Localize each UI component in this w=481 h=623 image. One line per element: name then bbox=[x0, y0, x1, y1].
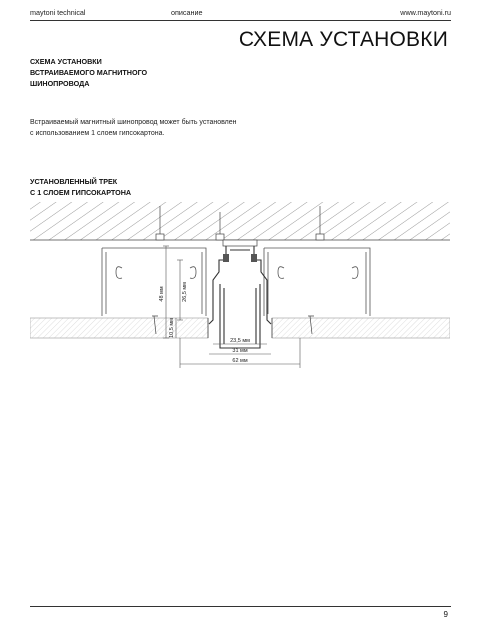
page-number: 9 bbox=[443, 610, 448, 619]
right-frame-profile bbox=[264, 248, 370, 316]
dim-width-inner: 23,5 мм bbox=[230, 338, 250, 344]
header-brand: maytoni technical bbox=[30, 8, 86, 17]
section-heading bbox=[30, 56, 147, 89]
header-website: www.maytoni.ru bbox=[400, 8, 451, 17]
section-heading-line-2: ВСТРАИВАЕМОГО МАГНИТНОГО bbox=[30, 68, 148, 77]
description-line-2: с использованием 1 слоем гипсокартона. bbox=[30, 130, 165, 137]
page-title: СХЕМА УСТАНОВКИ bbox=[238, 28, 448, 51]
diagram-heading-line-2: С 1 СЛОЕМ ГИПСОКАРТОНА bbox=[30, 188, 132, 197]
diagram-heading-line-1: УСТАНОВЛЕННЫЙ ТРЕК bbox=[30, 177, 118, 186]
dim-width-cutout: 62 мм bbox=[232, 358, 248, 364]
ceiling-slab bbox=[30, 202, 450, 240]
left-frame-profile bbox=[102, 248, 206, 316]
section-heading-line-1: СХЕМА УСТАНОВКИ bbox=[30, 57, 102, 66]
track-profile bbox=[209, 246, 271, 348]
track-magnets bbox=[223, 254, 257, 262]
mounting-clip bbox=[223, 240, 257, 246]
drywall-right bbox=[272, 318, 450, 338]
dim-height-profile: 26,5 мм bbox=[182, 282, 188, 302]
footer-divider bbox=[30, 606, 451, 607]
header-divider bbox=[30, 20, 451, 21]
dim-width-channel: 31 мм bbox=[232, 348, 248, 354]
section-heading-line-3: ШИНОПРОВОДА bbox=[30, 79, 90, 88]
header-section: описание bbox=[171, 8, 203, 17]
diagram-heading bbox=[30, 176, 131, 198]
dim-drywall-thickness: 10,5 мм bbox=[169, 318, 175, 338]
description bbox=[30, 117, 237, 139]
dim-height-total: 48 мм bbox=[159, 286, 165, 302]
installation-diagram bbox=[30, 198, 450, 378]
description-line-1: Встраиваемый магнитный шинопровод может быть установлен bbox=[30, 119, 237, 126]
drywall-left bbox=[30, 318, 208, 338]
